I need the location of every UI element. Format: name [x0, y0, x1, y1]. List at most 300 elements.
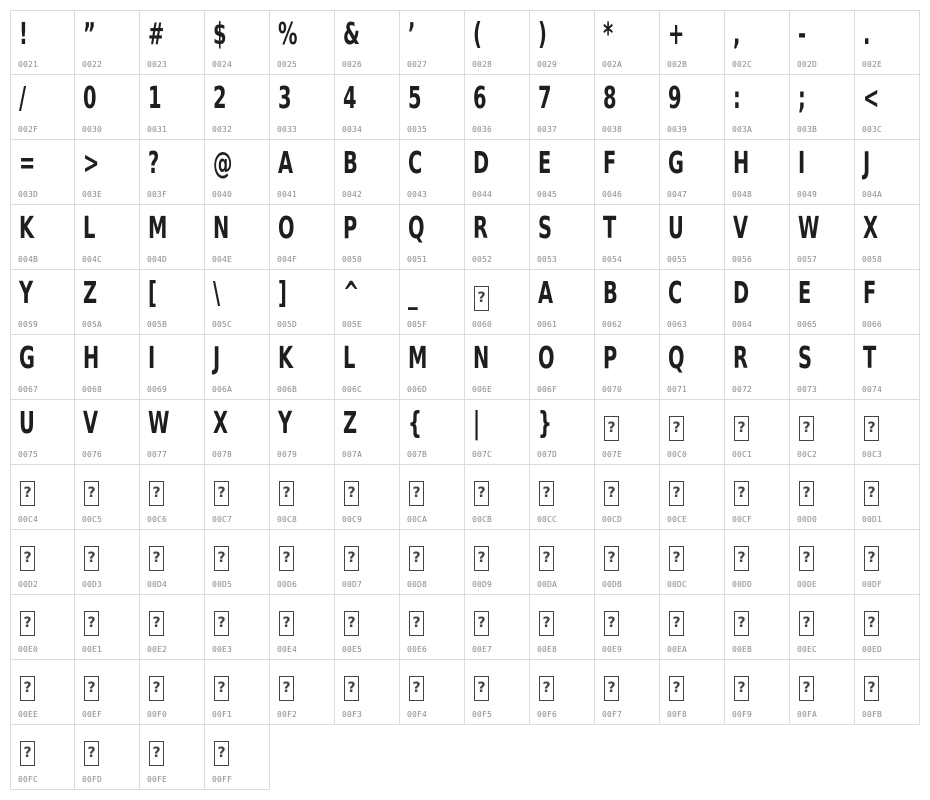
glyph-code: 00C6 — [147, 515, 168, 524]
missing-glyph-icon — [84, 734, 99, 768]
glyph-code: 00DD — [732, 580, 753, 589]
glyph-code: 0023 — [147, 60, 168, 69]
glyph-cell — [725, 530, 790, 595]
glyph-code: 00E6 — [407, 645, 428, 654]
missing-glyph-icon — [20, 669, 35, 703]
missing-glyph-box-icon: ? — [604, 676, 619, 701]
glyph-cell — [725, 465, 790, 530]
glyph-char: Y — [19, 276, 34, 311]
glyph-cell — [205, 530, 270, 595]
glyph-code: 0065 — [797, 320, 818, 329]
missing-glyph-box-icon: ? — [344, 481, 359, 506]
glyph-code: 00D3 — [82, 580, 103, 589]
missing-glyph-box-icon: ? — [149, 741, 164, 766]
glyph-cell — [530, 335, 595, 400]
glyph-cell — [790, 465, 855, 530]
missing-glyph-box-icon: ? — [214, 546, 229, 571]
missing-glyph-box-icon: ? — [279, 481, 294, 506]
glyph-char: _ — [408, 276, 418, 311]
missing-glyph-box-icon: ? — [344, 676, 359, 701]
glyph-cell — [855, 270, 920, 335]
glyph-cell — [790, 10, 855, 75]
glyph-code: 003D — [18, 190, 39, 199]
glyph-code: 0038 — [602, 125, 623, 134]
glyph-cell — [595, 335, 660, 400]
glyph-code: 00C3 — [862, 450, 883, 459]
glyph-cell — [140, 270, 205, 335]
glyph-char: T — [863, 341, 877, 376]
missing-glyph-icon — [799, 604, 814, 638]
glyph-code: 00F6 — [537, 710, 558, 719]
glyph-cell — [400, 335, 465, 400]
glyph-cell — [725, 140, 790, 205]
glyph-code: 003A — [732, 125, 753, 134]
glyph-char: & — [343, 17, 360, 52]
glyph-cell — [205, 595, 270, 660]
glyph-code: 00EA — [667, 645, 688, 654]
glyph-char: Z — [343, 406, 358, 441]
missing-glyph-box-icon: ? — [474, 676, 489, 701]
missing-glyph-box-icon: ? — [149, 676, 164, 701]
glyph-cell — [400, 465, 465, 530]
missing-glyph-icon — [864, 409, 879, 443]
missing-glyph-box-icon: ? — [20, 676, 35, 701]
glyph-code: 00EF — [82, 710, 103, 719]
glyph-cell — [335, 205, 400, 270]
glyph-char: X — [863, 211, 878, 246]
glyph-cell — [855, 75, 920, 140]
glyph-cell — [465, 10, 530, 75]
glyph-char: N — [213, 211, 230, 246]
glyph-cell — [855, 595, 920, 660]
glyph-code: 0044 — [472, 190, 493, 199]
glyph-char: 1 — [148, 81, 162, 116]
glyph-code: 00E9 — [602, 645, 623, 654]
glyph-cell — [855, 205, 920, 270]
glyph-cell — [465, 400, 530, 465]
missing-glyph-icon — [344, 604, 359, 638]
glyph-cell — [465, 660, 530, 725]
missing-glyph-icon — [409, 604, 424, 638]
missing-glyph-icon — [20, 604, 35, 638]
glyph-code: 0052 — [472, 255, 493, 264]
glyph-cell — [10, 75, 75, 140]
glyph-cell — [725, 660, 790, 725]
glyph-char: F — [863, 276, 877, 311]
glyph-cell — [530, 205, 595, 270]
missing-glyph-box-icon: ? — [539, 481, 554, 506]
missing-glyph-box-icon: ? — [409, 676, 424, 701]
glyph-char: S — [798, 341, 813, 376]
glyph-cell — [790, 595, 855, 660]
glyph-cell — [140, 140, 205, 205]
glyph-code: 0074 — [862, 385, 883, 394]
glyph-cell — [530, 270, 595, 335]
glyph-code: 0040 — [212, 190, 233, 199]
missing-glyph-box-icon: ? — [84, 611, 99, 636]
glyph-cell — [270, 660, 335, 725]
glyph-char: - — [798, 17, 807, 52]
missing-glyph-icon — [409, 539, 424, 573]
glyph-code: 0069 — [147, 385, 168, 394]
glyph-cell — [725, 595, 790, 660]
glyph-code: 0046 — [602, 190, 623, 199]
glyph-cell — [205, 660, 270, 725]
glyph-cell — [75, 270, 140, 335]
glyph-cell — [790, 205, 855, 270]
glyph-code: 00FA — [797, 710, 818, 719]
glyph-code: 00CF — [732, 515, 753, 524]
missing-glyph-icon — [84, 474, 99, 508]
missing-glyph-box-icon: ? — [604, 481, 619, 506]
glyph-cell — [400, 205, 465, 270]
missing-glyph-icon — [409, 669, 424, 703]
glyph-char: U — [19, 406, 35, 441]
glyph-char: ! — [19, 17, 28, 52]
glyph-cell — [205, 75, 270, 140]
glyph-char: 7 — [538, 81, 552, 116]
glyph-cell — [10, 725, 75, 790]
missing-glyph-box-icon: ? — [409, 546, 424, 571]
glyph-code: 005F — [407, 320, 428, 329]
glyph-char: 2 — [213, 81, 227, 116]
missing-glyph-icon — [344, 539, 359, 573]
glyph-cell — [790, 660, 855, 725]
glyph-cell — [660, 335, 725, 400]
glyph-code: 0039 — [667, 125, 688, 134]
glyph-code: 006E — [472, 385, 493, 394]
glyph-cell — [660, 270, 725, 335]
glyph-cell — [140, 335, 205, 400]
glyph-code: 006F — [537, 385, 558, 394]
glyph-code: 00C9 — [342, 515, 363, 524]
glyph-char: 5 — [408, 81, 422, 116]
missing-glyph-box-icon: ? — [214, 676, 229, 701]
glyph-char: [ — [148, 276, 157, 311]
missing-glyph-icon — [539, 669, 554, 703]
missing-glyph-icon — [474, 604, 489, 638]
missing-glyph-box-icon: ? — [279, 611, 294, 636]
glyph-cell — [855, 400, 920, 465]
missing-glyph-icon — [604, 474, 619, 508]
missing-glyph-box-icon: ? — [84, 741, 99, 766]
glyph-code: 00C5 — [82, 515, 103, 524]
glyph-cell — [335, 465, 400, 530]
glyph-code: 0024 — [212, 60, 233, 69]
missing-glyph-box-icon: ? — [799, 416, 814, 441]
glyph-cell — [660, 205, 725, 270]
missing-glyph-box-icon: ? — [799, 481, 814, 506]
missing-glyph-icon — [214, 474, 229, 508]
glyph-code: 0037 — [537, 125, 558, 134]
missing-glyph-box-icon: ? — [669, 416, 684, 441]
glyph-cell — [75, 595, 140, 660]
missing-glyph-box-icon: ? — [864, 676, 879, 701]
missing-glyph-icon — [20, 734, 35, 768]
missing-glyph-box-icon: ? — [799, 546, 814, 571]
glyph-code: 00D5 — [212, 580, 233, 589]
glyph-code: 0034 — [342, 125, 363, 134]
glyph-cell — [140, 400, 205, 465]
glyph-cell — [75, 75, 140, 140]
missing-glyph-box-icon: ? — [474, 611, 489, 636]
glyph-code: 0042 — [342, 190, 363, 199]
missing-glyph-icon — [669, 409, 684, 443]
glyph-code: 0032 — [212, 125, 233, 134]
missing-glyph-box-icon: ? — [604, 416, 619, 441]
missing-glyph-icon — [799, 539, 814, 573]
glyph-code: 0076 — [82, 450, 103, 459]
glyph-code: 003E — [82, 190, 103, 199]
missing-glyph-icon — [84, 604, 99, 638]
glyph-code: 0058 — [862, 255, 883, 264]
glyph-code: 007A — [342, 450, 363, 459]
missing-glyph-box-icon: ? — [214, 481, 229, 506]
glyph-char: I — [798, 146, 806, 181]
glyph-cell — [530, 660, 595, 725]
glyph-char: M — [408, 341, 428, 376]
missing-glyph-icon — [539, 474, 554, 508]
glyph-cell — [10, 530, 75, 595]
glyph-code: 00F7 — [602, 710, 623, 719]
glyph-cell — [10, 595, 75, 660]
glyph-cell — [140, 205, 205, 270]
glyph-char: ] — [278, 276, 287, 311]
glyph-code: 003C — [862, 125, 883, 134]
missing-glyph-icon — [279, 669, 294, 703]
glyph-code: 00DE — [797, 580, 818, 589]
glyph-cell — [660, 595, 725, 660]
glyph-cell — [400, 140, 465, 205]
glyph-code: 0062 — [602, 320, 623, 329]
glyph-code: 0026 — [342, 60, 363, 69]
glyph-code: 00FB — [862, 710, 883, 719]
glyph-cell — [75, 400, 140, 465]
missing-glyph-icon — [604, 409, 619, 443]
glyph-code: 0055 — [667, 255, 688, 264]
glyph-code: 0063 — [667, 320, 688, 329]
glyph-code: 0068 — [82, 385, 103, 394]
glyph-code: 0041 — [277, 190, 298, 199]
missing-glyph-icon — [734, 474, 749, 508]
glyph-code: 0047 — [667, 190, 688, 199]
missing-glyph-icon — [604, 539, 619, 573]
glyph-cell — [335, 10, 400, 75]
glyph-code: 00DF — [862, 580, 883, 589]
missing-glyph-box-icon: ? — [864, 416, 879, 441]
glyph-code: 006C — [342, 385, 363, 394]
glyph-code: 003F — [147, 190, 168, 199]
missing-glyph-box-icon: ? — [149, 481, 164, 506]
glyph-code: 0045 — [537, 190, 558, 199]
glyph-char: K — [19, 211, 35, 246]
missing-glyph-box-icon: ? — [539, 611, 554, 636]
glyph-cell — [205, 465, 270, 530]
glyph-cell — [465, 530, 530, 595]
missing-glyph-icon — [279, 604, 294, 638]
glyph-cell — [270, 530, 335, 595]
missing-glyph-icon — [604, 669, 619, 703]
missing-glyph-icon — [149, 604, 164, 638]
glyph-cell — [790, 270, 855, 335]
glyph-char: Q — [668, 341, 685, 376]
glyph-char: $ — [213, 17, 227, 52]
glyph-cell — [270, 400, 335, 465]
glyph-cell — [270, 140, 335, 205]
glyph-cell — [660, 10, 725, 75]
glyph-cell — [270, 270, 335, 335]
missing-glyph-icon — [474, 539, 489, 573]
missing-glyph-box-icon: ? — [669, 546, 684, 571]
glyph-code: 003B — [797, 125, 818, 134]
missing-glyph-box-icon: ? — [20, 611, 35, 636]
glyph-code: 0054 — [602, 255, 623, 264]
glyph-char: E — [798, 276, 812, 311]
glyph-cell — [595, 75, 660, 140]
glyph-char: ” — [83, 17, 96, 52]
glyph-code: 00F0 — [147, 710, 168, 719]
glyph-char: > — [83, 146, 100, 181]
glyph-cell — [335, 530, 400, 595]
missing-glyph-icon — [669, 539, 684, 573]
glyph-cell — [530, 140, 595, 205]
glyph-char: D — [473, 146, 490, 181]
missing-glyph-icon — [864, 539, 879, 573]
glyph-code: 006A — [212, 385, 233, 394]
glyph-code: 006B — [277, 385, 298, 394]
missing-glyph-box-icon: ? — [409, 611, 424, 636]
missing-glyph-icon — [20, 474, 35, 508]
glyph-cell — [400, 530, 465, 595]
glyph-cell — [335, 140, 400, 205]
glyph-cell — [465, 270, 530, 335]
glyph-char: 9 — [668, 81, 682, 116]
glyph-code: 0077 — [147, 450, 168, 459]
glyph-code: 0070 — [602, 385, 623, 394]
glyph-code: 00F1 — [212, 710, 233, 719]
glyph-cell — [140, 75, 205, 140]
glyph-cell — [75, 10, 140, 75]
glyph-cell — [10, 400, 75, 465]
glyph-cell — [140, 10, 205, 75]
glyph-cell — [595, 465, 660, 530]
glyph-cell — [595, 595, 660, 660]
glyph-code: 006D — [407, 385, 428, 394]
glyph-cell — [855, 140, 920, 205]
missing-glyph-box-icon: ? — [669, 611, 684, 636]
glyph-cell — [400, 660, 465, 725]
glyph-code: 005E — [342, 320, 363, 329]
missing-glyph-icon — [214, 539, 229, 573]
missing-glyph-box-icon: ? — [214, 741, 229, 766]
glyph-char: S — [538, 211, 553, 246]
glyph-cell — [725, 205, 790, 270]
glyph-code: 005A — [82, 320, 103, 329]
glyph-code: 004E — [212, 255, 233, 264]
missing-glyph-box-icon: ? — [20, 741, 35, 766]
glyph-code: 00D8 — [407, 580, 428, 589]
glyph-code: 0057 — [797, 255, 818, 264]
missing-glyph-icon — [799, 409, 814, 443]
glyph-char: T — [603, 211, 617, 246]
glyph-char: ( — [473, 17, 482, 52]
glyph-code: 0022 — [82, 60, 103, 69]
glyph-char: G — [19, 341, 35, 376]
missing-glyph-box-icon: ? — [20, 481, 35, 506]
missing-glyph-icon — [84, 669, 99, 703]
glyph-code: 007C — [472, 450, 493, 459]
missing-glyph-box-icon: ? — [604, 611, 619, 636]
glyph-code: 00DC — [667, 580, 688, 589]
glyph-char: B — [343, 146, 358, 181]
missing-glyph-box-icon: ? — [214, 611, 229, 636]
glyph-code: 002F — [18, 125, 39, 134]
glyph-code: 007B — [407, 450, 428, 459]
missing-glyph-icon — [474, 474, 489, 508]
glyph-code: 00D0 — [797, 515, 818, 524]
glyph-cell — [10, 335, 75, 400]
glyph-code: 0072 — [732, 385, 753, 394]
glyph-char: 6 — [473, 81, 487, 116]
glyph-code: 005D — [277, 320, 298, 329]
glyph-cell — [75, 465, 140, 530]
glyph-cell — [660, 140, 725, 205]
glyph-cell — [270, 335, 335, 400]
glyph-cell — [660, 530, 725, 595]
glyph-char: J — [863, 146, 871, 181]
glyph-cell — [400, 595, 465, 660]
glyph-cell — [855, 660, 920, 725]
glyph-cell — [530, 465, 595, 530]
missing-glyph-box-icon: ? — [539, 546, 554, 571]
missing-glyph-box-icon: ? — [799, 676, 814, 701]
missing-glyph-box-icon: ? — [604, 546, 619, 571]
glyph-cell — [595, 10, 660, 75]
glyph-code: 004D — [147, 255, 168, 264]
glyph-cell — [10, 10, 75, 75]
missing-glyph-icon — [149, 669, 164, 703]
glyph-char: : — [733, 81, 741, 116]
glyph-code: 00D2 — [18, 580, 39, 589]
glyph-char: E — [538, 146, 552, 181]
glyph-char: # — [148, 17, 165, 52]
glyph-code: 0064 — [732, 320, 753, 329]
missing-glyph-icon — [214, 604, 229, 638]
glyph-cell — [725, 400, 790, 465]
missing-glyph-box-icon: ? — [669, 676, 684, 701]
missing-glyph-box-icon: ? — [734, 546, 749, 571]
glyph-cell — [400, 270, 465, 335]
glyph-code: 007E — [602, 450, 623, 459]
glyph-code: 00C1 — [732, 450, 753, 459]
glyph-char: N — [473, 341, 490, 376]
glyph-char: H — [733, 146, 750, 181]
glyph-code: 00E8 — [537, 645, 558, 654]
missing-glyph-icon — [149, 474, 164, 508]
glyph-char: / — [19, 81, 27, 116]
glyph-char: < — [863, 81, 880, 116]
missing-glyph-box-icon: ? — [149, 546, 164, 571]
glyph-cell — [75, 660, 140, 725]
glyph-cell — [465, 205, 530, 270]
glyph-char: G — [668, 146, 684, 181]
glyph-cell — [855, 465, 920, 530]
glyph-cell — [205, 140, 270, 205]
glyph-code: 0021 — [18, 60, 39, 69]
glyph-char: D — [733, 276, 750, 311]
glyph-char: K — [278, 341, 294, 376]
missing-glyph-box-icon: ? — [279, 676, 294, 701]
